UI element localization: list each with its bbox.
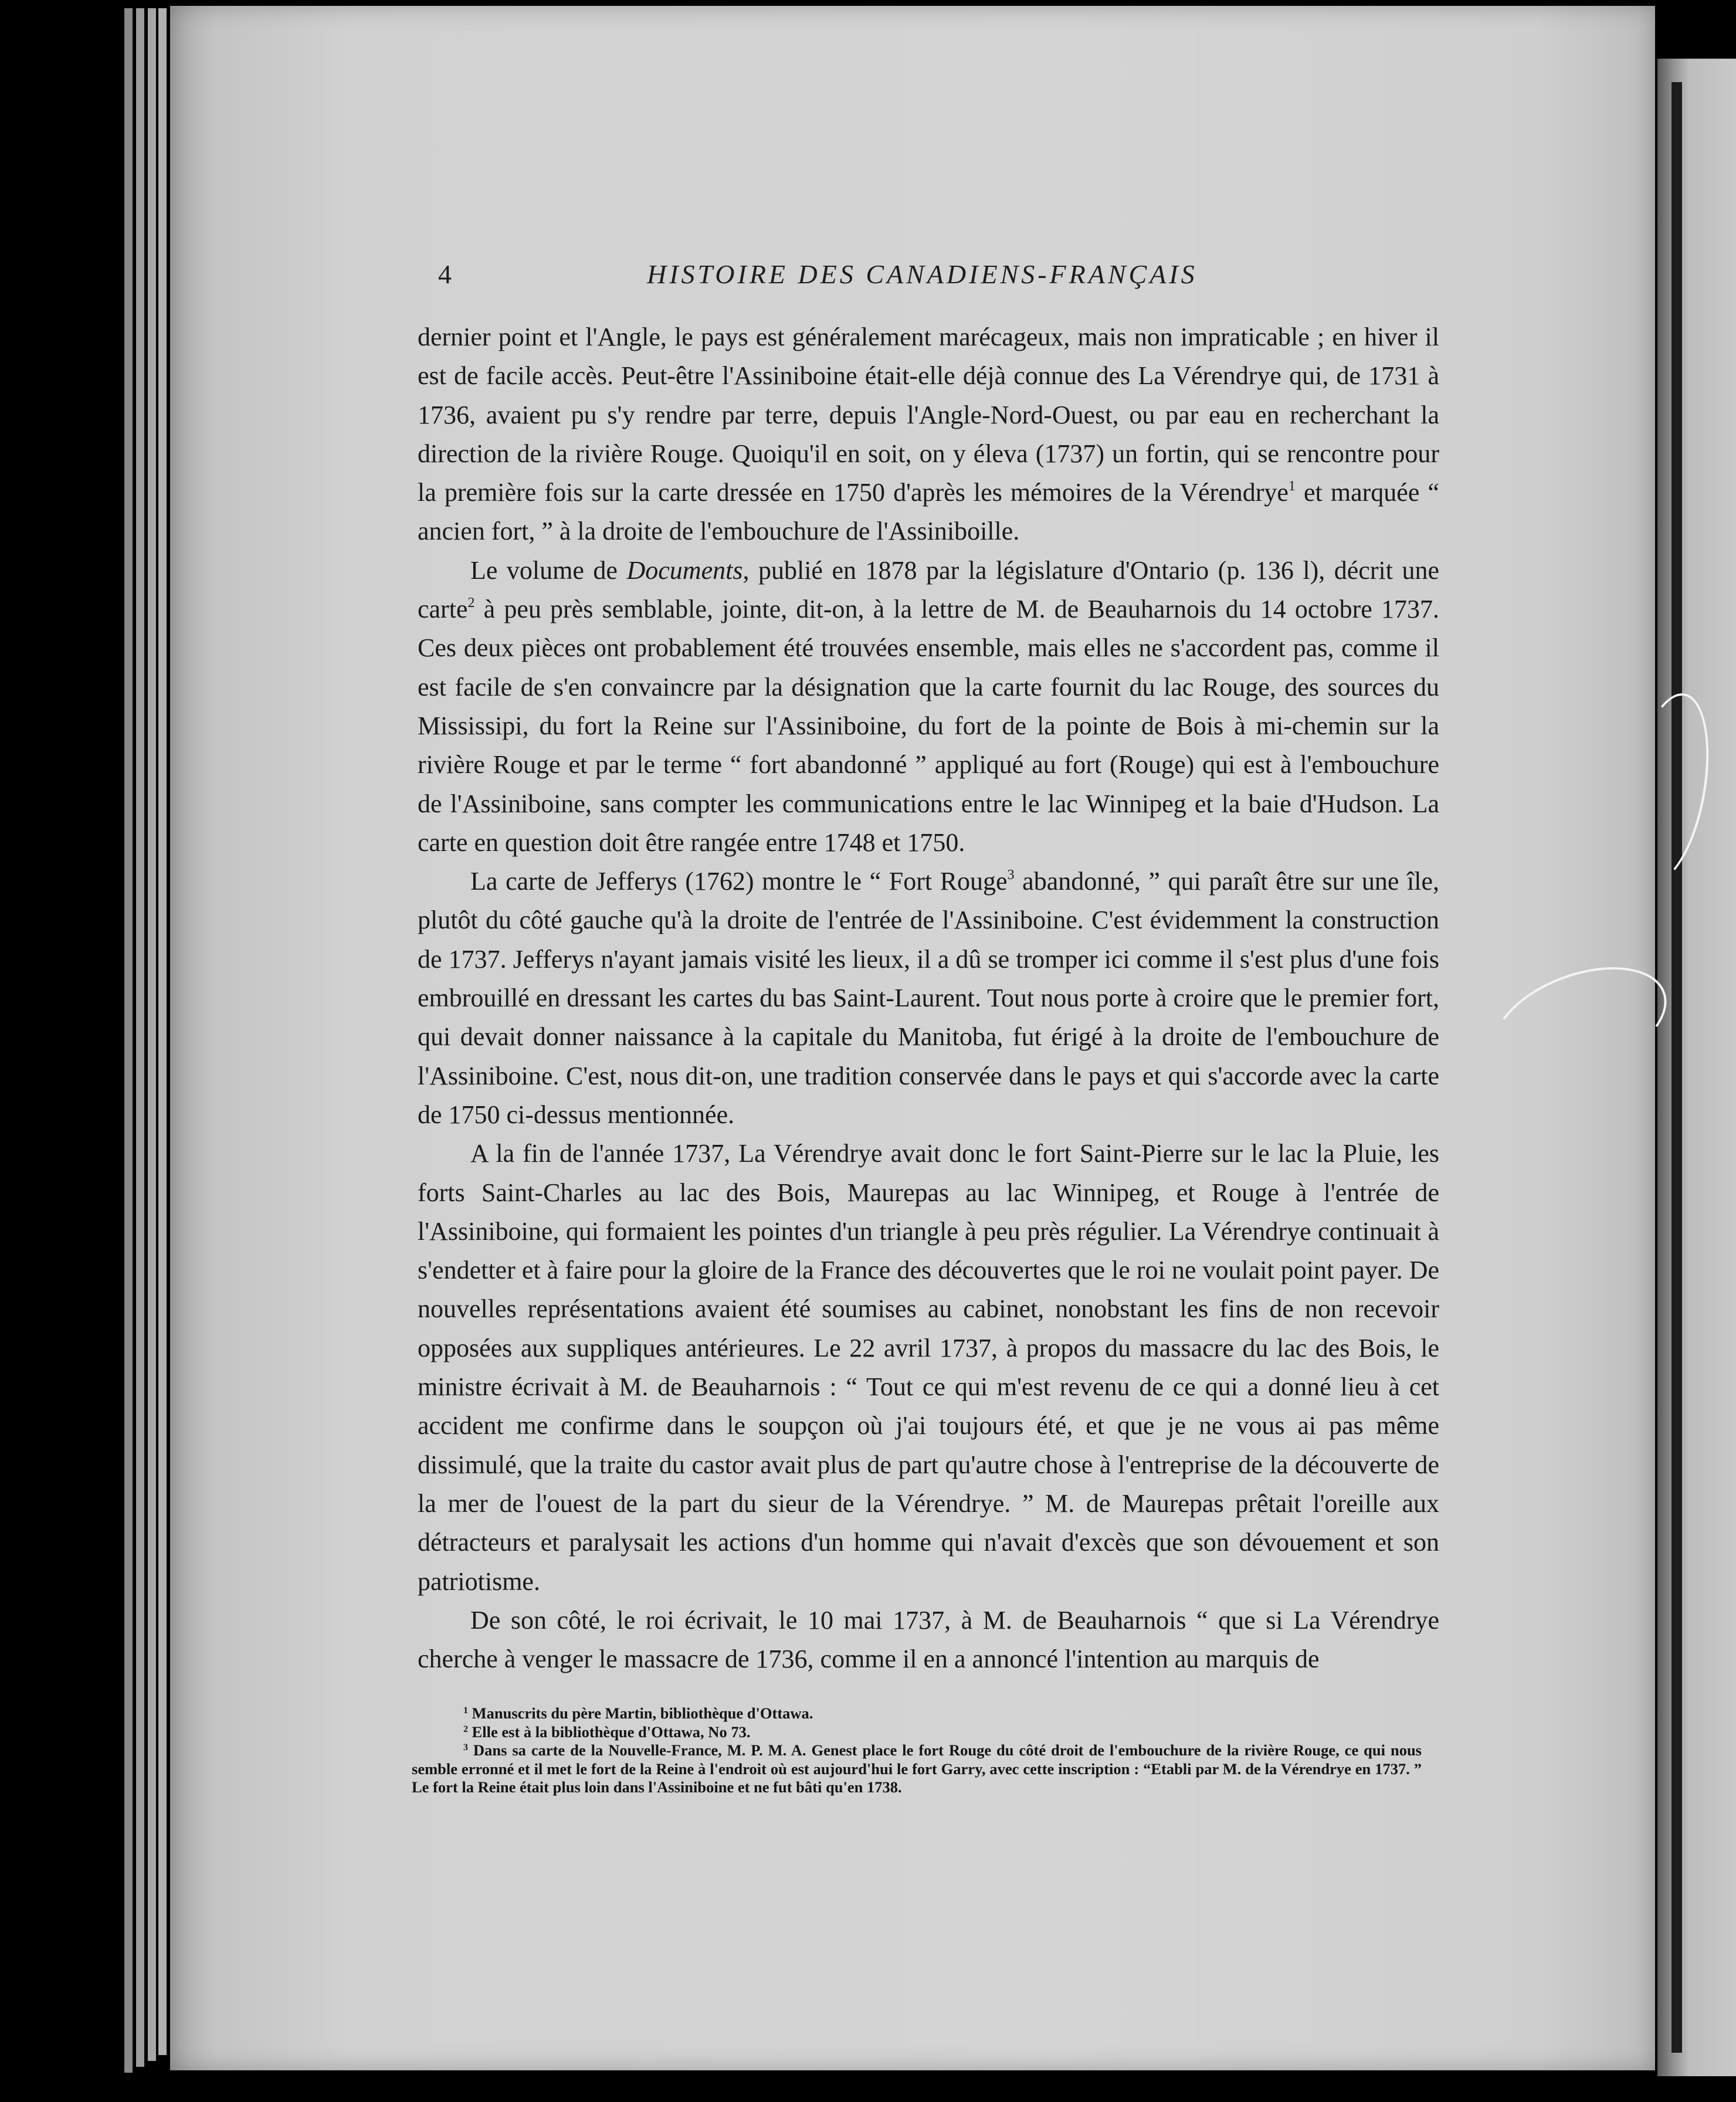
page-number: 4 (438, 259, 452, 289)
footnote-2 (412, 1723, 1422, 1742)
paragraph-4: A la fin de l'année 1737, La Vérendrye avait donc le fort Saint-Pierre sur le lac la Pluie, les forts Saint-Charles au lac des Bois, Maurepas au lac Winnipeg, et Rouge à l'entrée de l'Assiniboine, qui formaient les pointes d'un triangle à peu près régulier. La Vérendrye continuait à s'endetter et à faire pour la gloire de la France des découvertes que le roi ne voulait point payer. De nouvelles représentations avaient été soumises au cabinet, nonobstant les fins de non recevoir opposées aux suppliques antérieures. Le 22 avril 1737, à propos du massacre du lac des Bois, le ministre écrivait à M. de Beauharnois : “ Tout ce qui m'est revenu de ce qui a donné lieu à cet accident me confirme dans le soupçon où j'ai toujours été, et que je ne vous ai pas même dissimulé, que la traite du castor avait plus de part qu'autre chose à l'entreprise de la découverte de la mer de l'ouest de la part du sieur de la Vérendrye. ” M. de Maurepas prêtait l'oreille aux détracteurs et paralysait les actions d'un homme qui n'avait d'excès que son dévouement et son patriotisme. (418, 1139, 1439, 1596)
paragraph-3 (418, 862, 1439, 1134)
page-edge-left-1 (124, 8, 133, 2073)
running-title: HISTOIRE DES CANADIENS-FRANÇAIS (647, 259, 1198, 289)
paragraph-3-lead: La carte de Jefferys (1762) montre le “ Fort Rouge (470, 867, 1008, 896)
paragraph-5: De son côté, le roi écrivait, le 10 mai 1737, à M. de Beauharnois “ que si La Vérendrye cherche à venger le massacre de 1736, comme il en a annoncé l'intention au marquis de (418, 1605, 1439, 1674)
footnote-2-text: Elle est à la bibliothèque d'Ottawa, No 73. (468, 1723, 751, 1741)
footnote-ref-2: 2 (467, 595, 475, 611)
footnote-1-text: Manuscrits du père Martin, bibliothèque d'Ottawa. (468, 1704, 813, 1722)
footnotes (412, 1704, 1422, 1797)
paragraph-3-tail: abandonné, ” qui paraît être sur une île, plutôt du côté gauche qu'à la droite de l'entrée de l'Assiniboine. C'est évidemment la construction de 1737. Jefferys n'ayant jamais visité les lieux, il a dû se tromper ici comme il s'est plus d'une fois embrouillé en dressant les cartes du bas Saint-Laurent. Tout nous porte à croire que le premier fort, qui devait donner naissance à la capitale du Manitoba, fut érigé à la droite de l'embouchure de l'Assiniboine. C'est, nous dit-on, une tradition conservée dans le pays et qui s'accorde avec la carte de 1750 ci-dessus mentionnée. (418, 867, 1439, 1129)
running-header (438, 257, 1429, 298)
next-page-shadow (1671, 82, 1682, 2053)
footnote-2-mark: 2 (463, 1724, 468, 1734)
footnote-ref-3: 3 (1007, 867, 1015, 883)
paragraph-1-text: dernier point et l'Angle, le pays est généralement marécageux, mais non impraticable ; en hiver il est de facile accès. Peut-être l'Assiniboine était-elle déjà connue des La Vérendrye qui, de 1731 à 1736, avaient pu s'y rendre par terre, depuis l'Angle-Nord-Ouest, ou par eau en recherchant la direction de la rivière Rouge. Quoiqu'il en soit, on y éleva (1737) un fortin, qui se rencontre pour la première fois sur la carte dressée en 1750 d'après les mémoires de la Vérendrye (418, 323, 1439, 507)
footnote-3 (412, 1741, 1422, 1797)
body-text (418, 318, 1439, 1679)
next-page-edge (1657, 59, 1736, 2076)
paragraph-2 (418, 551, 1439, 862)
paragraph-2-lead: Le volume de (470, 555, 627, 585)
footnote-1 (412, 1704, 1422, 1723)
page-edge-left-2 (136, 8, 144, 2067)
paragraph-2-mid: , publié en 1878 par la législature d'Ontario (p. 136 l), décrit une carte (418, 555, 1439, 624)
footnote-ref-1: 1 (1288, 479, 1296, 494)
paragraph-1-tail: et marquée “ ancien fort, ” à la droite de l'embouchure de l'Assiniboille. (418, 478, 1439, 546)
footnote-1-mark: 1 (463, 1706, 468, 1715)
documents-title: Documents (626, 555, 743, 585)
page-edge-left-3 (148, 8, 156, 2061)
page-edge-left-4 (158, 8, 167, 2055)
footnote-3-text: Dans sa carte de la Nouvelle-France, M. P. M. A. Genest place le fort Rouge du côté droit de l'embouchure de la rivière Rouge, ce qui nous semble erronné et il met le fort de la Reine à l'endroit où est aujourd'hui le fort Garry, avec cette inscription : “Etabli par M. de la Vérendrye en 1737. ” Le fort la Reine était plus loin dans l'Assiniboine et ne fut bâti qu'en 1738. (412, 1741, 1422, 1796)
paragraph-1 (418, 318, 1439, 551)
footnote-3-mark: 3 (463, 1742, 468, 1752)
paragraph-2-tail: à peu près semblable, jointe, dit-on, à la lettre de M. de Beauharnois du 14 octobre 1737. Ces deux pièces ont probablement été trouvées ensemble, mais elles ne s'accordent pas, comme il est facile de s'en convaincre par la désignation que la carte fournit du lac Rouge, des sources du Mississipi, du fort la Reine sur l'Assiniboine, du fort de la pointe de Bois à mi-chemin sur la rivière Rouge et par le terme “ fort abandonné ” appliqué au fort (Rouge) qui est à l'embouchure de l'Assiniboine, sans compter les communications entre le lac Winnipeg et la baie d'Hudson. La carte en question doit être rangée entre 1748 et 1750. (418, 595, 1439, 857)
